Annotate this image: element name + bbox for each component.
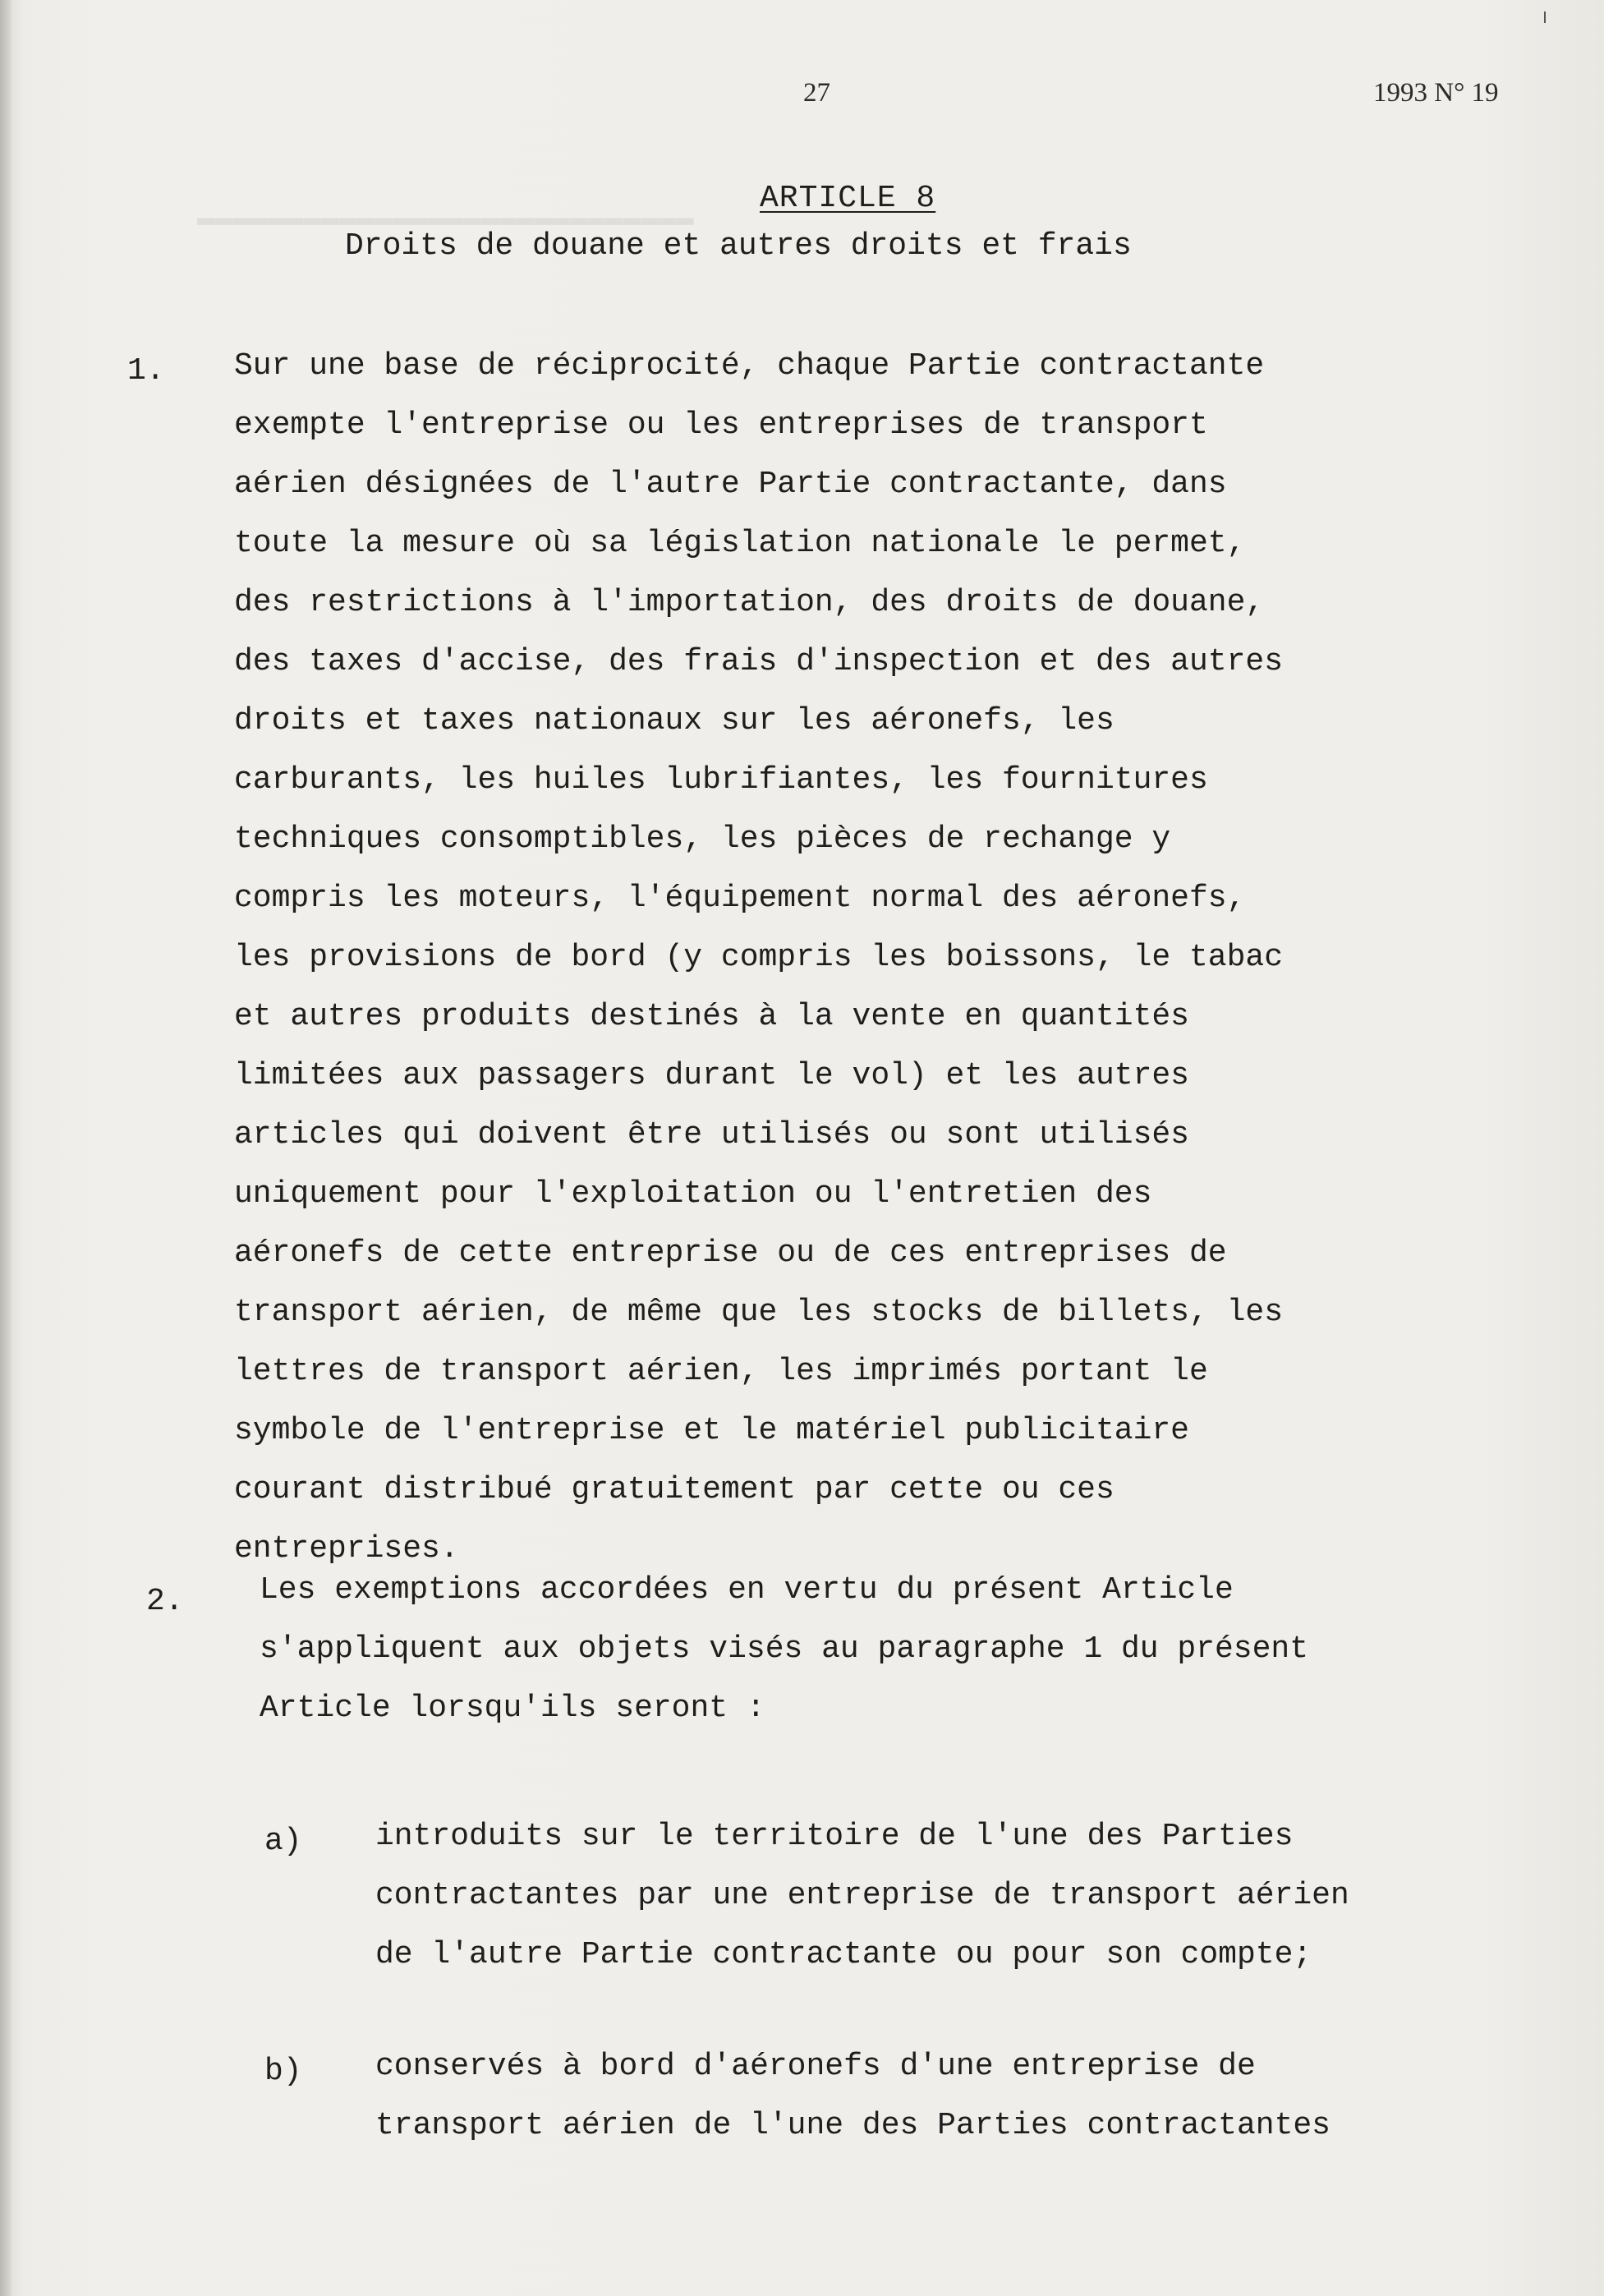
text-line: courant distribué gratuitement par cette ou ces — [234, 1472, 1115, 1507]
text-line: techniques consomptibles, les pièces de rechange y — [234, 821, 1171, 857]
text-line: symbole de l'entreprise et le matériel publicitaire — [234, 1413, 1189, 1448]
text-line: aérien désignées de l'autre Partie contractante, dans — [234, 467, 1227, 502]
subparagraph-letter: a) — [264, 1824, 302, 1859]
page-number: 27 — [803, 78, 830, 108]
subparagraph-text — [375, 2037, 1331, 2156]
text-line: conservés à bord d'aéronefs d'une entreprise de — [375, 2049, 1256, 2084]
text-line: et autres produits destinés à la vente en quantités — [234, 999, 1189, 1034]
text-line: des restrictions à l'importation, des droits de douane, — [234, 585, 1265, 620]
text-line: lettres de transport aérien, les imprimés portant le — [234, 1354, 1208, 1389]
text-line: compris les moteurs, l'équipement normal des aéronefs, — [234, 881, 1246, 916]
text-line: exempte l'entreprise ou les entreprises de transport — [234, 407, 1208, 443]
text-line: articles qui doivent être utilisés ou sont utilisés — [234, 1117, 1189, 1153]
text-line: uniquement pour l'exploitation ou l'entretien des — [234, 1176, 1152, 1212]
text-line: Sur une base de réciprocité, chaque Partie contractante — [234, 348, 1265, 384]
paragraph-number: 2. — [146, 1584, 184, 1619]
text-line: carburants, les huiles lubrifiantes, les fournitures — [234, 762, 1208, 798]
text-line: de l'autre Partie contractante ou pour son compte; — [375, 1937, 1312, 1972]
page-fold-shadow — [0, 0, 11, 2296]
text-line: transport aérien de l'une des Parties contractantes — [375, 2108, 1331, 2143]
text-line: transport aérien, de même que les stocks de billets, les — [234, 1295, 1284, 1330]
subparagraph-letter: b) — [264, 2054, 302, 2089]
text-line: Les exemptions accordées en vertu du présent Article — [260, 1572, 1234, 1608]
text-line: Article lorsqu'ils seront : — [260, 1691, 765, 1726]
text-line: les provisions de bord (y compris les boissons, le tabac — [234, 940, 1284, 975]
text-line: aéronefs de cette entreprise ou de ces entreprises de — [234, 1235, 1227, 1271]
paragraph-number: 1. — [127, 353, 165, 389]
text-line: des taxes d'accise, des frais d'inspection et des autres — [234, 644, 1284, 679]
text-line: contractantes par une entreprise de transport aérien — [375, 1878, 1349, 1913]
text-line: introduits sur le territoire de l'une des Parties — [375, 1819, 1294, 1854]
document-reference: 1993 N° 19 — [1373, 78, 1499, 108]
scan-mark — [1544, 12, 1546, 23]
paragraph-text — [260, 1561, 1308, 1738]
article-subtitle: Droits de douane et autres droits et frais — [345, 228, 1132, 264]
subparagraph-text — [375, 1807, 1349, 1985]
text-line: s'appliquent aux objets visés au paragraphe 1 du présent — [260, 1631, 1309, 1667]
paragraph-text — [234, 337, 1283, 1579]
text-line: limitées aux passagers durant le vol) et les autres — [234, 1058, 1189, 1093]
text-line: droits et taxes nationaux sur les aéronefs, les — [234, 703, 1115, 738]
text-line: toute la mesure où sa législation nationale le permet, — [234, 526, 1246, 561]
article-title: ARTICLE 8 — [760, 181, 936, 216]
text-line: entreprises. — [234, 1531, 459, 1567]
